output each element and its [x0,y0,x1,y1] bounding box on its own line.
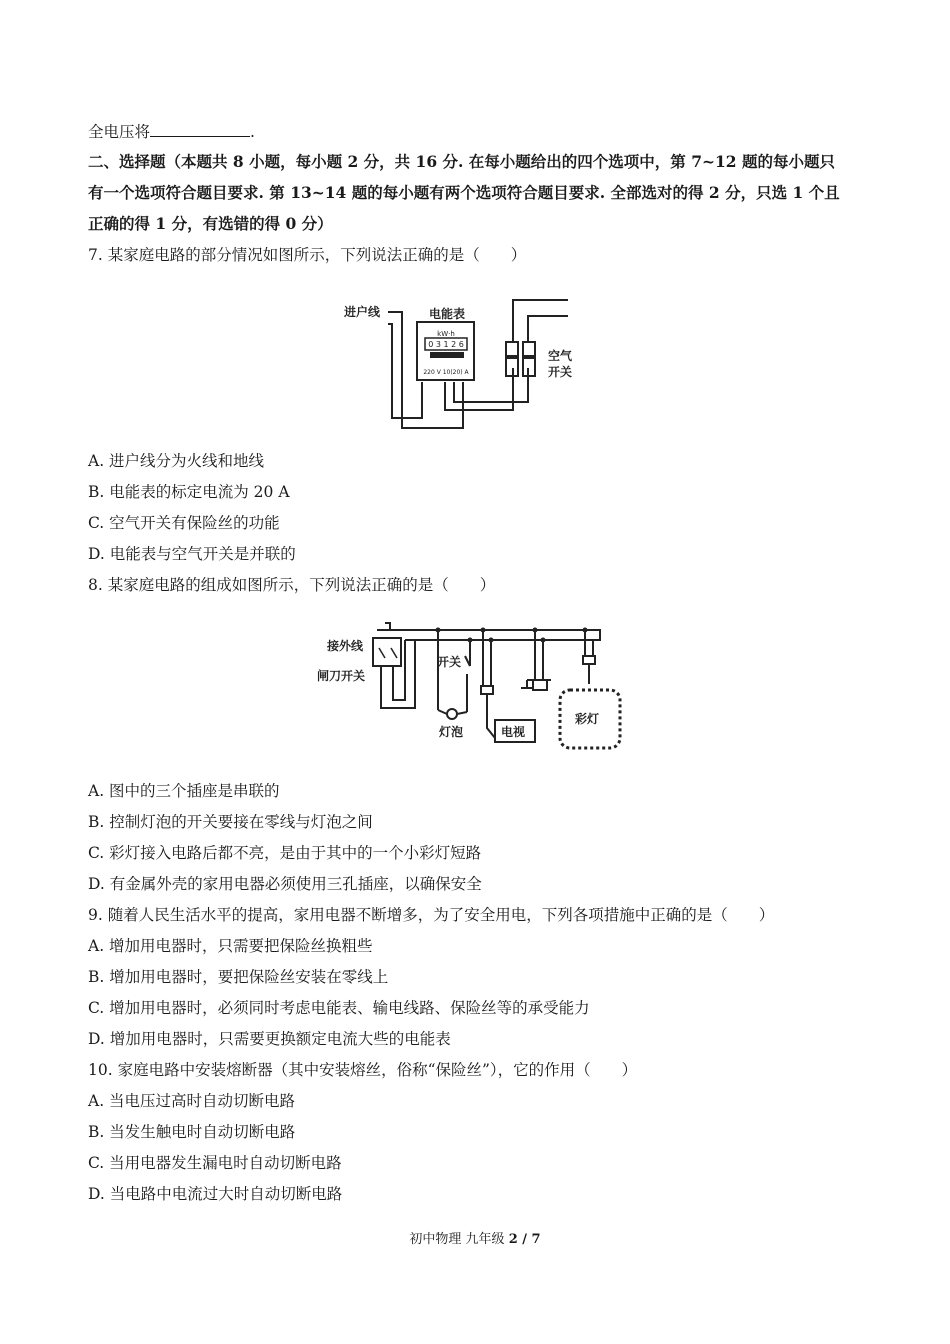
q10-stem: 10. 家庭电路中安装熔断器（其中安装熔丝，俗称“保险丝”），它的作用（ ） [88,1061,638,1079]
q7-label-unit: kW·h [437,330,455,338]
q8-circuit-figure [315,608,650,768]
q8-label-switch: 开关 [437,655,462,669]
q9-option-c: C. 增加用电器时，必须同时考虑电能表、输电线路、保险丝等的承受能力 [88,999,590,1017]
q8-label-outer: 接外线 [327,639,364,653]
q7-label-switch-1: 空气 [548,349,573,363]
q8-label-lights: 彩灯 [575,712,600,726]
q7-outgoing-wire-1 [513,300,568,342]
q7-label-meter: 电能表 [429,307,466,321]
q7-meter-figure [330,290,600,432]
carry-over-line [88,120,255,143]
q8-option-d: D. 有金属外壳的家用电器必须使用三孔插座，以确保安全 [88,875,482,893]
footer-text: 初中物理 九年级 [409,1232,509,1247]
q8-label-tv: 电视 [501,725,526,739]
q8-option-b: B. 控制灯泡的开关要接在零线与灯泡之间 [88,813,373,831]
q7-option-b: B. 电能表的标定电流为 20 A [88,483,290,501]
q10-option-a: A. 当电压过高时自动切断电路 [88,1092,296,1110]
q9-option-a: A. 增加用电器时，只需要把保险丝换粗些 [88,937,373,955]
q7-label-incoming: 进户线 [344,305,381,319]
q7-option-a: A. 进户线分为火线和地线 [88,452,265,470]
q7-outgoing-wire-2 [528,316,568,342]
carry-over-suffix: . [250,123,255,141]
q7-label-rating: 220 V 10(20) A [423,369,469,376]
q10-option-c: C. 当用电器发生漏电时自动切断电路 [88,1154,342,1172]
q8-option-c: C. 彩灯接入电路后都不亮，是由于其中的一个小彩灯短路 [88,844,482,862]
page-footer [0,1228,950,1247]
answer-blank [150,120,250,137]
page-number: 2 / 7 [508,1232,541,1247]
q8-option-a: A. 图中的三个插座是串联的 [88,782,280,800]
q7-meter-disc [430,352,464,358]
q7-stem: 7. 某家庭电路的部分情况如图所示，下列说法正确的是（ ） [88,246,527,264]
q8-knife-switch-box [373,638,401,666]
q9-option-b: B. 增加用电器时，要把保险丝安装在零线上 [88,968,389,986]
q10-option-b: B. 当发生触电时自动切断电路 [88,1123,296,1141]
section-heading-line-3: 正确的得 1 分，有选错的得 0 分） [88,214,333,233]
q8-bulb [447,709,457,719]
q7-option-d: D. 电能表与空气开关是并联的 [88,545,296,563]
q7-label-switch-2: 开关 [548,365,573,379]
q8-label-knife: 闸刀开关 [317,669,366,683]
q9-option-d: D. 增加用电器时，只需要更换额定电流大些的电能表 [88,1030,451,1048]
q7-option-c: C. 空气开关有保险丝的功能 [88,514,280,532]
q10-option-d: D. 当电路中电流过大时自动切断电路 [88,1185,343,1203]
q8-stem: 8. 某家庭电路的组成如图所示，下列说法正确的是（ ） [88,576,496,594]
section-heading-line-2: 有一个选项符合题目要求. 第 13~14 题的每小题有两个选项符合题目要求. 全部选对的得 2 分，只选 1 个且 [88,183,840,202]
q8-outer-wire-1 [377,623,390,630]
section-heading-line-1: 二、选择题（本题共 8 小题，每小题 2 分，共 16 分. 在每小题给出的四个选项中，第 7~12 题的每小题只 [88,152,835,171]
q7-label-digits: 0 3 1 2 6 [428,340,464,349]
q9-stem: 9. 随着人民生活水平的提高，家用电器不断增多，为了安全用电，下列各项措施中正确的是（ ） [88,906,775,924]
carry-over-text: 全电压将 [88,123,151,141]
q8-label-bulb: 灯泡 [439,725,464,739]
